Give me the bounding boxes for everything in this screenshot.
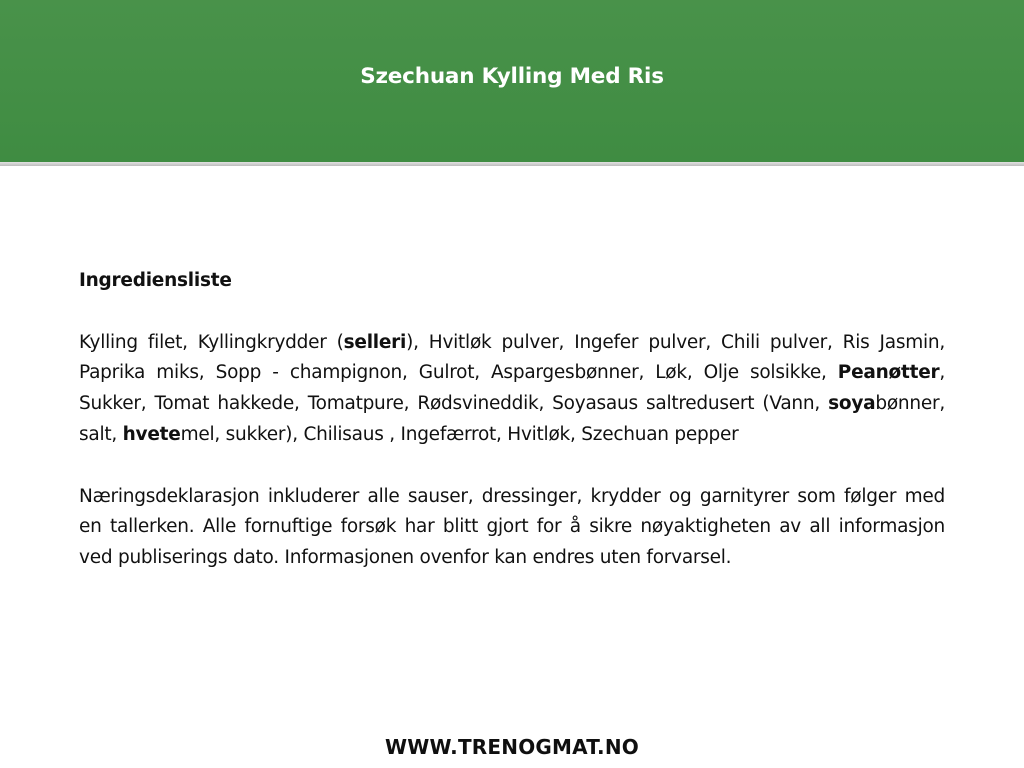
header-bar	[0, 0, 1024, 162]
ingredient-text: Kylling filet, Kyllingkrydder (	[79, 331, 344, 353]
main-content	[79, 266, 945, 574]
ingredient-text: ), Hvitløk pulver, Ingefer pulver, Chili pulver, Ris Jasmin, Paprika miks, Sopp - champignon, Gulrot, Aspargesbønner, Løk, Olje solsikke,	[79, 331, 945, 384]
page-title: Szechuan Kylling Med Ris	[360, 64, 664, 89]
allergen-soya: soya	[828, 393, 876, 415]
allergen-hvete: hvete	[122, 423, 181, 445]
ingredients-heading: Ingrediensliste	[79, 270, 232, 291]
ingredient-text: bønner, salt,	[79, 393, 945, 445]
allergen-peanotter: Peanøtter	[837, 362, 940, 384]
ingredient-text: , Sukker, Tomat hakkede, Tomatpure, Rødsvineddik, Soyasaus saltredusert (Vann,	[79, 362, 945, 415]
header-divider	[0, 162, 1024, 166]
nutrition-disclaimer: Næringsdeklarasjon inkluderer alle sauser, dressinger, krydder og garnityrer som følger med en tallerken. Alle fornuftige forsøk har blitt gjort for å sikre nøyaktigheten av all informasjon ved publiserings dato. Informasjonen ovenfor kan endres uten forvarsel.	[79, 485, 945, 569]
ingredients-list	[79, 328, 945, 451]
ingredient-text: mel, sukker), Chilisaus , Ingefærrot, Hvitløk, Szechuan pepper	[180, 423, 739, 445]
footer-url: WWW.TRENOGMAT.NO	[385, 735, 639, 759]
allergen-selleri: selleri	[343, 331, 407, 353]
